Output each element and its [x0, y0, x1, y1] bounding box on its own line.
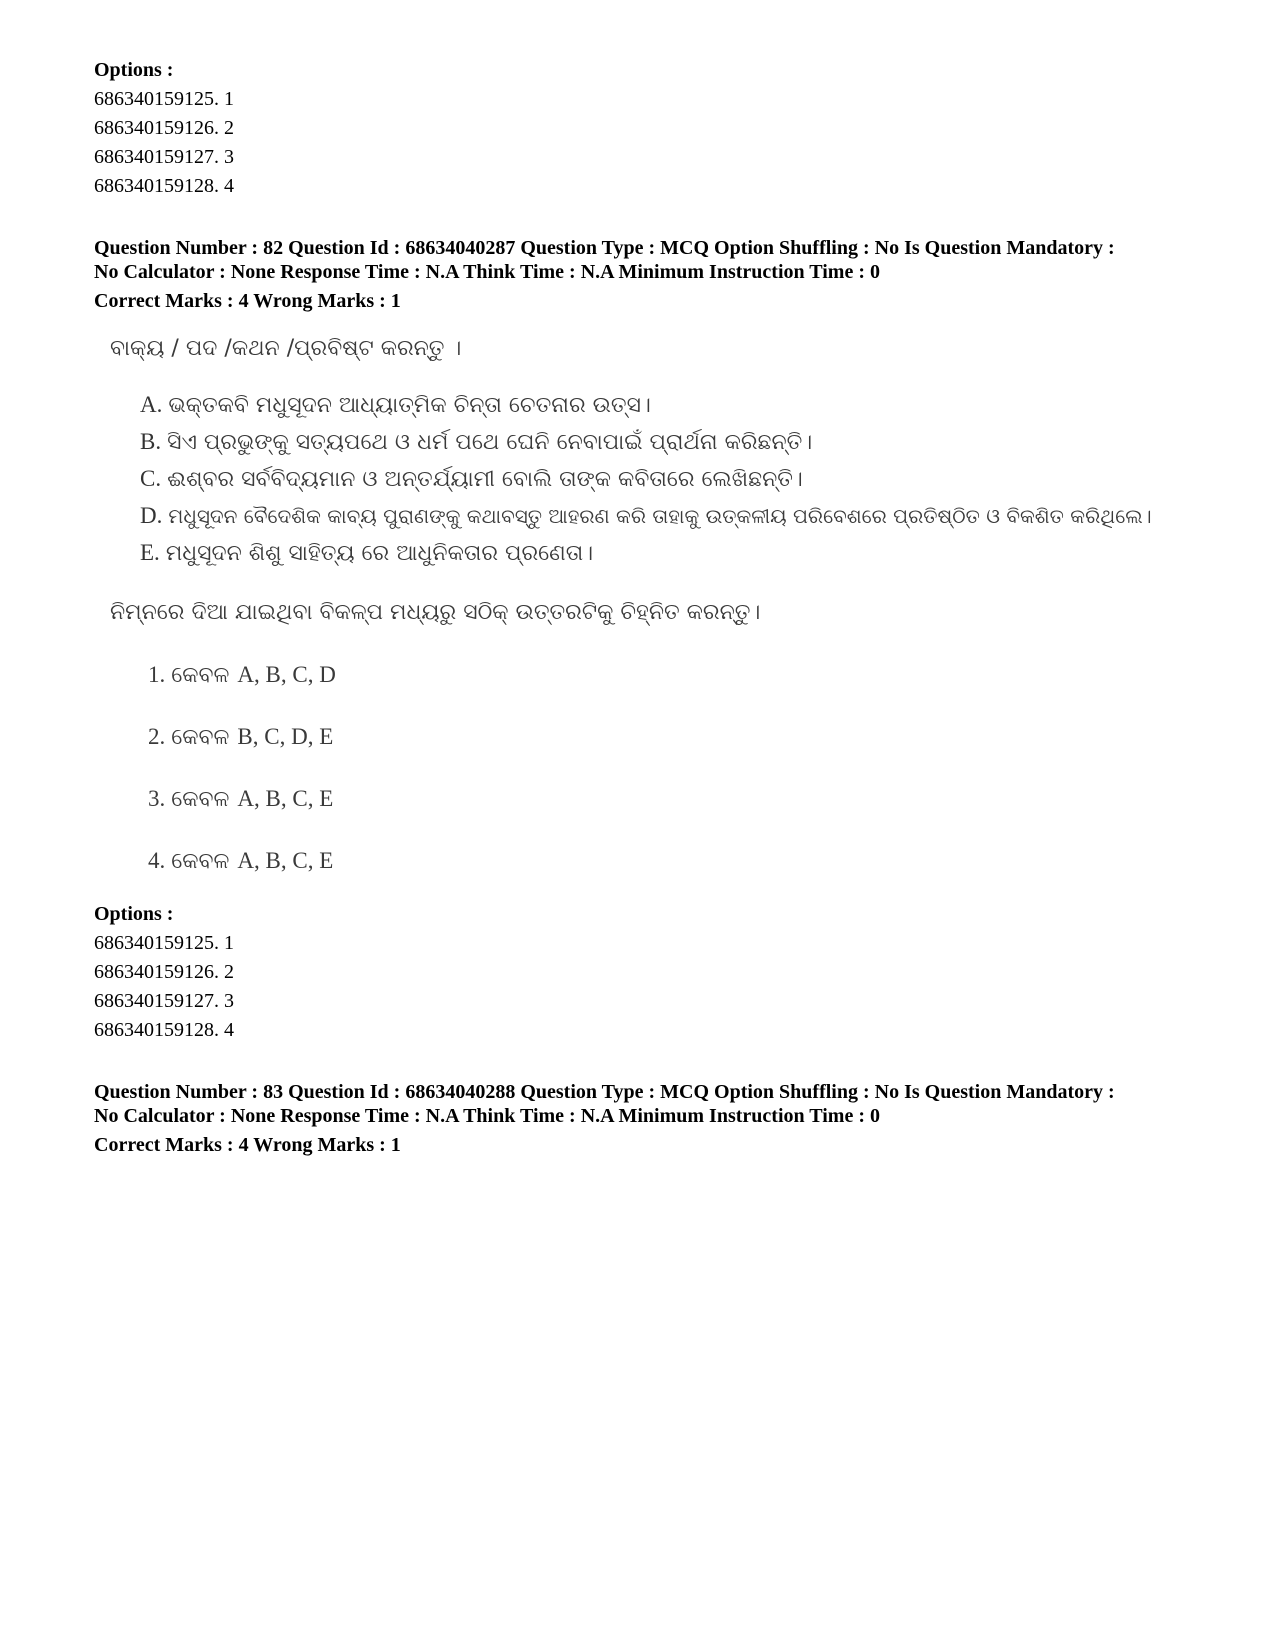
- statement-c: [140, 466, 803, 492]
- option-line: 686340159128. 4: [94, 1019, 234, 1041]
- question-meta-line-1: Question Number : 82 Question Id : 68634040287 Question Type : MCQ Option Shuffling : No Is Question Mandatory :: [94, 237, 1115, 259]
- question-83-meta: [94, 1080, 1214, 1157]
- statement-d: [140, 503, 1152, 529]
- statement-label: E.: [140, 540, 160, 565]
- statement-text: ସିଏ ପ୍ରଭୁଙ୍କୁ ସତ୍ୟପଥେ ଓ ଧର୍ମ ପଥେ ଘେନି ନେବାପାଇଁ ପ୍ରାର୍ଥନା କରିଛନ୍ତି।: [167, 430, 813, 455]
- question-meta-line-2: No Calculator : None Response Time : N.A Think Time : N.A Minimum Instruction Time : 0: [94, 1105, 880, 1127]
- option-line: 686340159127. 3: [94, 990, 234, 1012]
- options-heading: Options :: [94, 59, 174, 81]
- question-meta-line-2: No Calculator : None Response Time : N.A Think Time : N.A Minimum Instruction Time : 0: [94, 261, 880, 283]
- choice-number: 4.: [148, 848, 166, 873]
- answer-choice-4: [148, 848, 333, 874]
- choice-word: କେବଳ: [171, 849, 230, 874]
- statement-b: [140, 429, 812, 455]
- statement-label: D.: [140, 503, 163, 528]
- question-marks: Correct Marks : 4 Wrong Marks : 1: [94, 290, 401, 312]
- choice-letters: B, C, D, E: [237, 724, 334, 749]
- question-82-body: [110, 0, 1152, 1651]
- statement-label: B.: [140, 429, 162, 454]
- choice-letters: A, B, C, E: [237, 848, 334, 873]
- choice-number: 2.: [148, 724, 166, 749]
- statement-label: C.: [140, 466, 162, 491]
- statement-e: [140, 540, 593, 566]
- option-line: 686340159126. 2: [94, 961, 234, 983]
- answer-choice-3: [148, 786, 333, 812]
- choice-word: କେବଳ: [171, 663, 230, 688]
- choice-number: 3.: [148, 786, 166, 811]
- option-line: 686340159127. 3: [94, 146, 234, 168]
- option-line: 686340159126. 2: [94, 117, 234, 139]
- choice-word: କେବଳ: [171, 725, 230, 750]
- question-82-options: [94, 900, 1214, 1045]
- answer-choice-1: [148, 662, 336, 688]
- answer-choice-2: [148, 724, 333, 750]
- question-instruction: ବାକ୍ୟ / ପଦ /କଥନ /ପ୍ରବିଷ୍ଟ କରନ୍ତୁ ।: [110, 336, 462, 361]
- option-line: 686340159125. 1: [94, 88, 234, 110]
- statement-a: [140, 392, 651, 418]
- option-line: 686340159128. 4: [94, 175, 234, 197]
- question-marks: Correct Marks : 4 Wrong Marks : 1: [94, 1134, 401, 1156]
- statement-label: A.: [140, 392, 163, 417]
- choice-letters: A, B, C, E: [237, 786, 334, 811]
- statement-text: ମଧୁସୂଦନ ବୈଦେଶିକ କାବ୍ୟ ପୁରାଣଙ୍କୁ କଥାବସ୍ତୁ ଆହରଣ କରି ତାହାକୁ ଉତ୍କଳୀୟ ପରିବେଶରେ ପ୍ରତିଷ୍ଠିତ ଓ ବିକଶିତ କରିଥିଲେ।: [168, 504, 1152, 528]
- question-prompt: ନିମ୍ନରେ ଦିଆ ଯାଇଥିବା ବିକଳ୍ପ ମଧ୍ୟରୁ ସଠିକ୍ ଉତ୍ତରଟିକୁ ଚିହ୍ନିତ କରନ୍ତୁ।: [110, 600, 761, 625]
- statement-text: ଭକ୍ତକବି ମଧୁସୂଦନ ଆଧ୍ୟାତ୍ମିକ ଚିନ୍ତା ଚେତନାର ଉତ୍ସ।: [168, 393, 651, 418]
- choice-number: 1.: [148, 662, 166, 687]
- choice-letters: A, B, C, D: [237, 662, 336, 687]
- choice-word: କେବଳ: [171, 787, 230, 812]
- question-meta-line-1: Question Number : 83 Question Id : 68634040288 Question Type : MCQ Option Shuffling : No Is Question Mandatory :: [94, 1081, 1115, 1103]
- options-heading: Options :: [94, 903, 174, 925]
- option-line: 686340159125. 1: [94, 932, 234, 954]
- statement-text: ଈଶ୍ବର ସର୍ବବିଦ୍ୟମାନ ଓ ଅନ୍ତର୍ଯ୍ୟାମୀ ବୋଲି ତାଙ୍କ କବିତାରେ ଲେଖିଛନ୍ତି।: [167, 467, 803, 492]
- statement-text: ମଧୁସୂଦନ ଶିଶୁ ସାହିତ୍ୟ ରେ ଆଧୁନିକତାର ପ୍ରଣେତା।: [165, 541, 594, 566]
